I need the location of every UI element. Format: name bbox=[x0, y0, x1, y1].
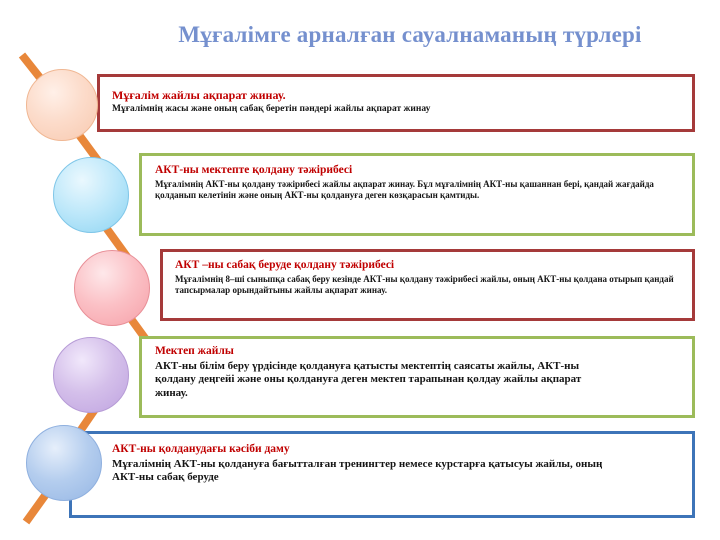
pink-circle bbox=[74, 250, 150, 326]
row-body-5: Мұғалімнің АКТ-ны қолдануға бағытталған тренингтер немесе курстарға қатысуы жайлы, оның АКТ-ны сабақ беруде bbox=[112, 457, 603, 484]
purple-circle bbox=[53, 337, 129, 413]
content-text-4 bbox=[155, 345, 605, 400]
row-body-2: Мұғалімнің АКТ-ны қолдану тәжірибесі жайлы ақпарат жинау. Бұл мұғалімнің АКТ-ны қашаннан бері, қандай жағдайда қолданып келетінін және оның АКТ-ны қолдануға деген көзқарасын қамтиды. bbox=[155, 178, 654, 200]
row-body-4: АКТ-ны білім беру үрдісінде қолдануға қатысты мектептің саясаты жайлы, АКТ-ны қолдану деңгейі және оны қолдануға деген мектеп тарапынан қолдау жайлы ақпарат жинау. bbox=[155, 359, 582, 399]
content-text-1 bbox=[112, 89, 672, 116]
peach-circle bbox=[26, 69, 98, 141]
row-heading-3: АКТ –ны сабақ беруде қолдану тәжірибесі bbox=[175, 259, 395, 271]
page-title: Мұғалімге арналған сауалнаманың түрлері bbox=[178, 22, 642, 47]
row-body-3: Мұғалімнің 8–ші сыныпқа сабақ беру кезінде АКТ-ны қолдану тәжірибесі жайлы, оның АКТ-ны қолдана отырып қандай тапсырмалар орындайтыны жайлы ақпарат жинау. bbox=[175, 273, 674, 295]
content-text-3 bbox=[175, 259, 687, 296]
row-heading-5: АКТ-ны қолданудағы кәсіби даму bbox=[112, 443, 290, 455]
content-text-2 bbox=[155, 164, 680, 201]
row-body-1: Мұғалімнің жасы және оның сабақ беретін пәндері жайлы ақпарат жинау bbox=[112, 104, 431, 115]
row-heading-4: Мектеп жайлы bbox=[155, 345, 234, 357]
blue-circle bbox=[53, 157, 129, 233]
light-blue-circle bbox=[26, 425, 102, 501]
content-text-5 bbox=[112, 443, 622, 485]
row-heading-1: Мұғалім жайлы ақпарат жинау. bbox=[112, 88, 286, 102]
row-heading-2: АКТ-ны мектепте қолдану тәжірибесі bbox=[155, 164, 353, 176]
